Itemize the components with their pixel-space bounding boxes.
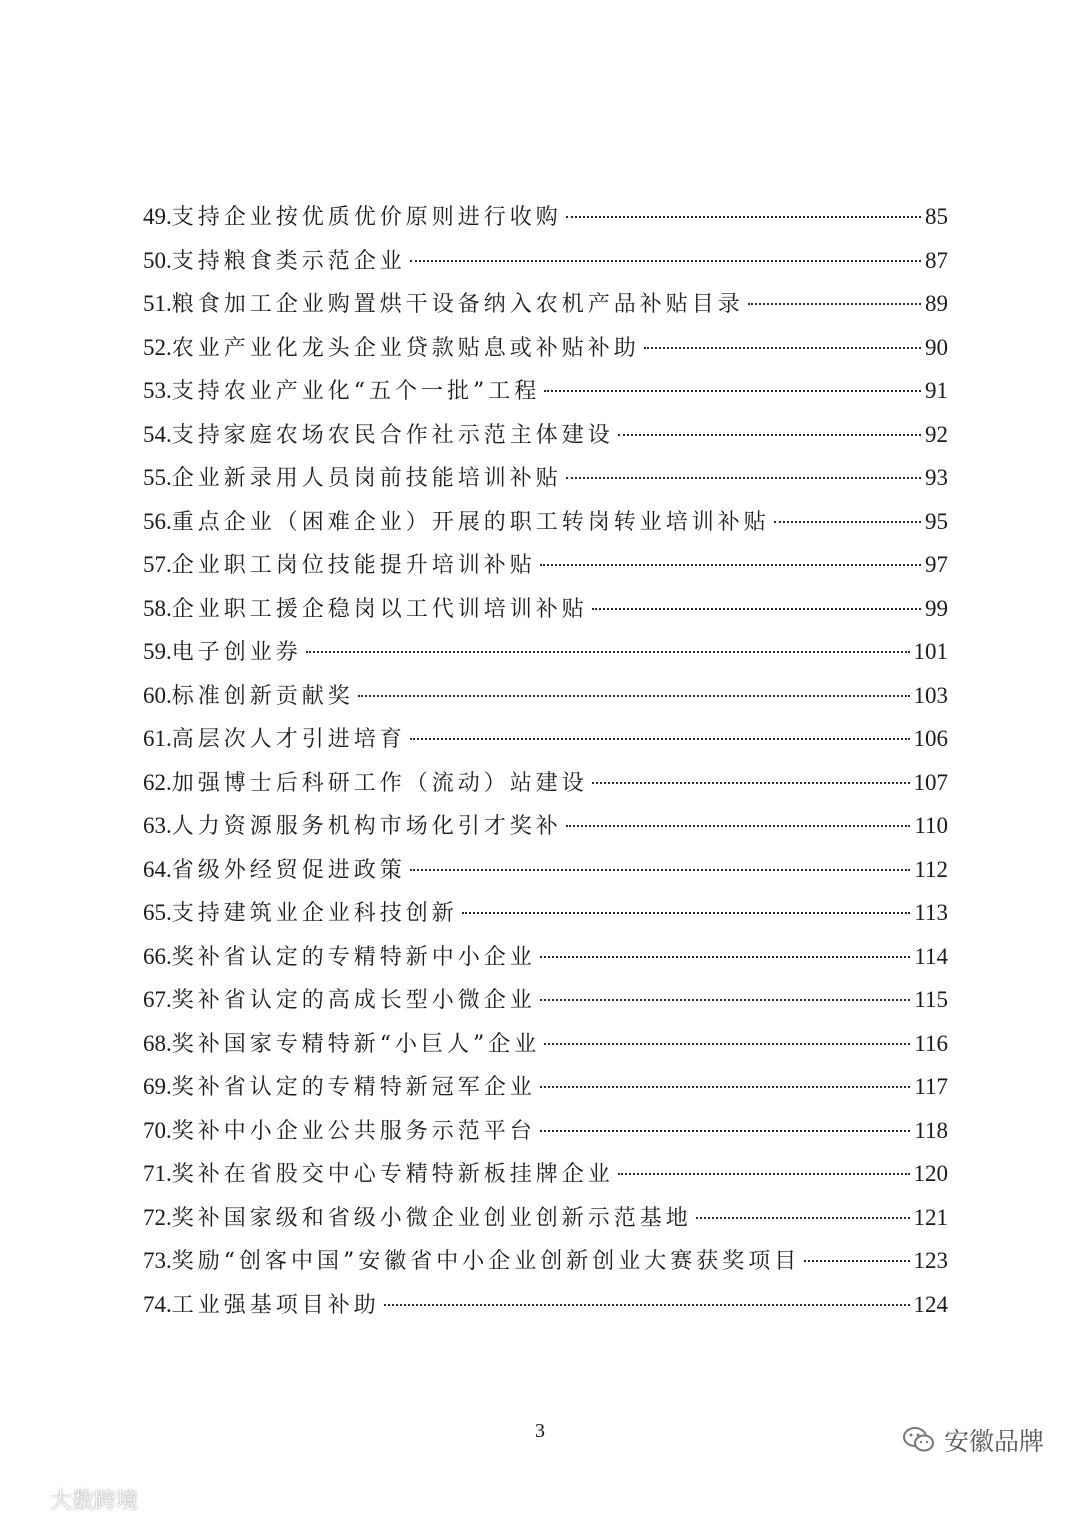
toc-entry-page: 85 (925, 204, 948, 229)
toc-dot-leader (592, 608, 921, 610)
toc-entry-number: 62. (143, 769, 172, 795)
toc-entry (143, 935, 948, 979)
toc-entry (143, 413, 948, 457)
toc-entry-page: 95 (925, 508, 948, 534)
toc-entry-number: 58. (143, 595, 172, 621)
toc-dot-leader (540, 1130, 911, 1132)
toc-entry (143, 456, 948, 500)
toc-entry-title: 重点企业（困难企业）开展的职工转岗转业培训补贴 (171, 509, 770, 535)
toc-entry-number: 49. (143, 204, 172, 229)
toc-entry (143, 1065, 948, 1109)
toc-dot-leader (384, 1304, 910, 1306)
wechat-icon (902, 1425, 936, 1455)
toc-entry-number: 57. (143, 552, 172, 577)
toc-entry-page: 120 (913, 1161, 948, 1186)
toc-entry-number: 60. (143, 682, 172, 708)
toc-dot-leader (358, 695, 910, 697)
toc-entry (143, 282, 948, 326)
toc-entry-title: 奖补国家级和省级小微企业创业创新示范基地 (171, 1205, 692, 1231)
toc-entry-title: 奖补国家专精特新“小巨人”企业 (171, 1031, 541, 1057)
toc-dot-leader (644, 347, 921, 349)
toc-entry (143, 848, 948, 892)
toc-entry-page: 91 (925, 378, 948, 403)
toc-entry-title: 农业产业化龙头企业贷款贴息或补贴补助 (171, 335, 640, 361)
toc-entry (143, 369, 948, 413)
toc-entry (143, 1109, 948, 1153)
toc-entry-number: 54. (143, 421, 172, 447)
toc-entry (143, 239, 948, 283)
toc-entry-page: 92 (925, 421, 948, 447)
toc-dot-leader (540, 1086, 911, 1088)
toc-entry (143, 674, 948, 718)
toc-entry (143, 804, 948, 848)
toc-dot-leader (566, 825, 911, 827)
toc-dot-leader (540, 564, 921, 566)
toc-entry (143, 587, 948, 631)
toc-entry-title: 企业新录用人员岗前技能培训补贴 (171, 466, 562, 491)
toc-dot-leader (774, 521, 921, 523)
toc-entry-number: 63. (143, 813, 172, 838)
toc-entry-title: 人力资源服务机构市场化引才奖补 (171, 814, 562, 839)
toc-dot-leader (618, 1173, 910, 1175)
toc-entry-page: 107 (913, 769, 948, 795)
toc-entry-page: 113 (914, 900, 948, 925)
toc-dot-leader (410, 869, 911, 871)
watermark-left (8, 1484, 138, 1515)
toc-entry (143, 1283, 948, 1327)
toc-entry (143, 500, 948, 544)
toc-entry-title: 支持农业产业化“五个一批”工程 (171, 379, 541, 404)
toc-entry-page: 101 (913, 639, 948, 664)
toc-entry-title: 支持粮食类示范企业 (171, 248, 406, 274)
toc-entry-number: 53. (143, 378, 172, 403)
toc-entry-number: 52. (143, 334, 172, 360)
toc-dot-leader (462, 912, 911, 914)
toc-entry-page: 123 (913, 1248, 948, 1273)
toc-entry-title: 粮食加工企业购置烘干设备纳入农机产品补贴目录 (171, 292, 744, 317)
toc-entry-page: 89 (925, 291, 948, 316)
watermark-right-text: 安徽品牌 (943, 1427, 1044, 1456)
toc-entry-page: 118 (914, 1117, 948, 1143)
toc-entry-title: 标准创新贡献奖 (171, 683, 354, 709)
toc-entry-page: 116 (914, 1030, 948, 1056)
watermark-right (902, 1422, 1044, 1458)
toc-entry-title: 加强博士后科研工作（流动）站建设 (171, 770, 588, 796)
toc-dot-leader (306, 651, 910, 653)
toc-entry (143, 1239, 948, 1283)
watermark-left-text: 大数跨境 (50, 1489, 139, 1514)
toc-entry-page: 115 (914, 987, 948, 1012)
toc-entry-number: 72. (143, 1204, 172, 1230)
toc-entry-page: 117 (914, 1074, 948, 1099)
toc-entry-page: 90 (925, 334, 948, 360)
toc-entry-page: 93 (925, 465, 948, 490)
toc-entry-title: 省级外经贸促进政策 (171, 857, 406, 883)
toc-entry-title: 高层次人才引进培育 (171, 727, 406, 752)
toc-entry-page: 110 (914, 813, 948, 838)
toc-entry-number: 64. (143, 856, 172, 882)
toc-entry (143, 1022, 948, 1066)
toc-dot-leader (540, 999, 911, 1001)
toc-entry-page: 103 (913, 682, 948, 708)
toc-entry-number: 66. (143, 943, 172, 969)
toc-entry-page: 99 (925, 595, 948, 621)
page-number: 3 (535, 1420, 545, 1442)
toc-entry (143, 1152, 948, 1196)
toc-dot-leader (804, 1260, 909, 1262)
toc-dot-leader (748, 303, 921, 305)
toc-entry-number: 70. (143, 1117, 172, 1143)
toc-dot-leader (696, 1217, 910, 1219)
toc-entry-title: 奖补省认定的专精特新中小企业 (171, 944, 536, 970)
toc-entry-number: 61. (143, 726, 172, 751)
toc-entry-page: 87 (925, 247, 948, 273)
toc-entry-number: 67. (143, 987, 172, 1012)
toc-entry-title: 工业强基项目补助 (171, 1292, 380, 1318)
toc-dot-leader (566, 216, 921, 218)
toc-dot-leader (410, 738, 910, 740)
toc-entry (143, 978, 948, 1022)
toc-entry-page: 112 (914, 856, 948, 882)
toc-entry-title: 奖补在省股交中心专精特新板挂牌企业 (171, 1162, 614, 1187)
toc-entry-title: 支持企业按优质优价原则进行收购 (171, 205, 562, 230)
toc-entry-number: 71. (143, 1161, 172, 1186)
toc-entry-number: 59. (143, 639, 172, 664)
toc-entry-title: 支持家庭农场农民合作社示范主体建设 (171, 422, 614, 448)
toc-entry-page: 121 (913, 1204, 948, 1230)
toc-entry (143, 326, 948, 370)
toc-entry-number: 56. (143, 508, 172, 534)
toc-dot-leader (544, 1043, 910, 1045)
toc-entry (143, 1196, 948, 1240)
toc-entry-title: 奖补省认定的专精特新冠军企业 (171, 1075, 536, 1100)
toc-dot-leader (410, 260, 921, 262)
toc-entry-number: 68. (143, 1030, 172, 1056)
toc-entry-title: 电子创业券 (171, 640, 302, 665)
toc-entry-title: 企业职工岗位技能提升培训补贴 (171, 553, 536, 578)
toc-entry-number: 65. (143, 900, 172, 925)
toc-entry (143, 195, 948, 239)
toc-entry-page: 124 (913, 1291, 948, 1317)
toc-entry (143, 891, 948, 935)
toc-entry-number: 51. (143, 291, 172, 316)
toc-entry (143, 717, 948, 761)
toc-dot-leader (540, 956, 911, 958)
toc-dot-leader (566, 477, 921, 479)
toc-entry-page: 114 (914, 943, 948, 969)
toc-entry-number: 50. (143, 247, 172, 273)
table-of-contents (143, 195, 948, 1326)
source-logo-icon (8, 1488, 44, 1512)
toc-entry-page: 106 (913, 726, 948, 751)
toc-entry (143, 543, 948, 587)
toc-entry-number: 55. (143, 465, 172, 490)
toc-entry (143, 630, 948, 674)
toc-entry-title: 企业职工援企稳岗以工代训培训补贴 (171, 596, 588, 622)
toc-dot-leader (592, 782, 910, 784)
toc-entry-number: 69. (143, 1074, 172, 1099)
toc-entry-title: 支持建筑业企业科技创新 (171, 901, 458, 926)
toc-entry-title: 奖励“创客中国”安徽省中小企业创新创业大赛获奖项目 (171, 1249, 801, 1274)
toc-entry-number: 73. (143, 1248, 172, 1273)
toc-dot-leader (618, 434, 921, 436)
toc-dot-leader (544, 390, 921, 392)
toc-entry-page: 97 (925, 552, 948, 577)
toc-entry-title: 奖补省认定的高成长型小微企业 (171, 988, 536, 1013)
toc-entry-title: 奖补中小企业公共服务示范平台 (171, 1118, 536, 1144)
toc-entry (143, 761, 948, 805)
toc-entry-number: 74. (143, 1291, 172, 1317)
